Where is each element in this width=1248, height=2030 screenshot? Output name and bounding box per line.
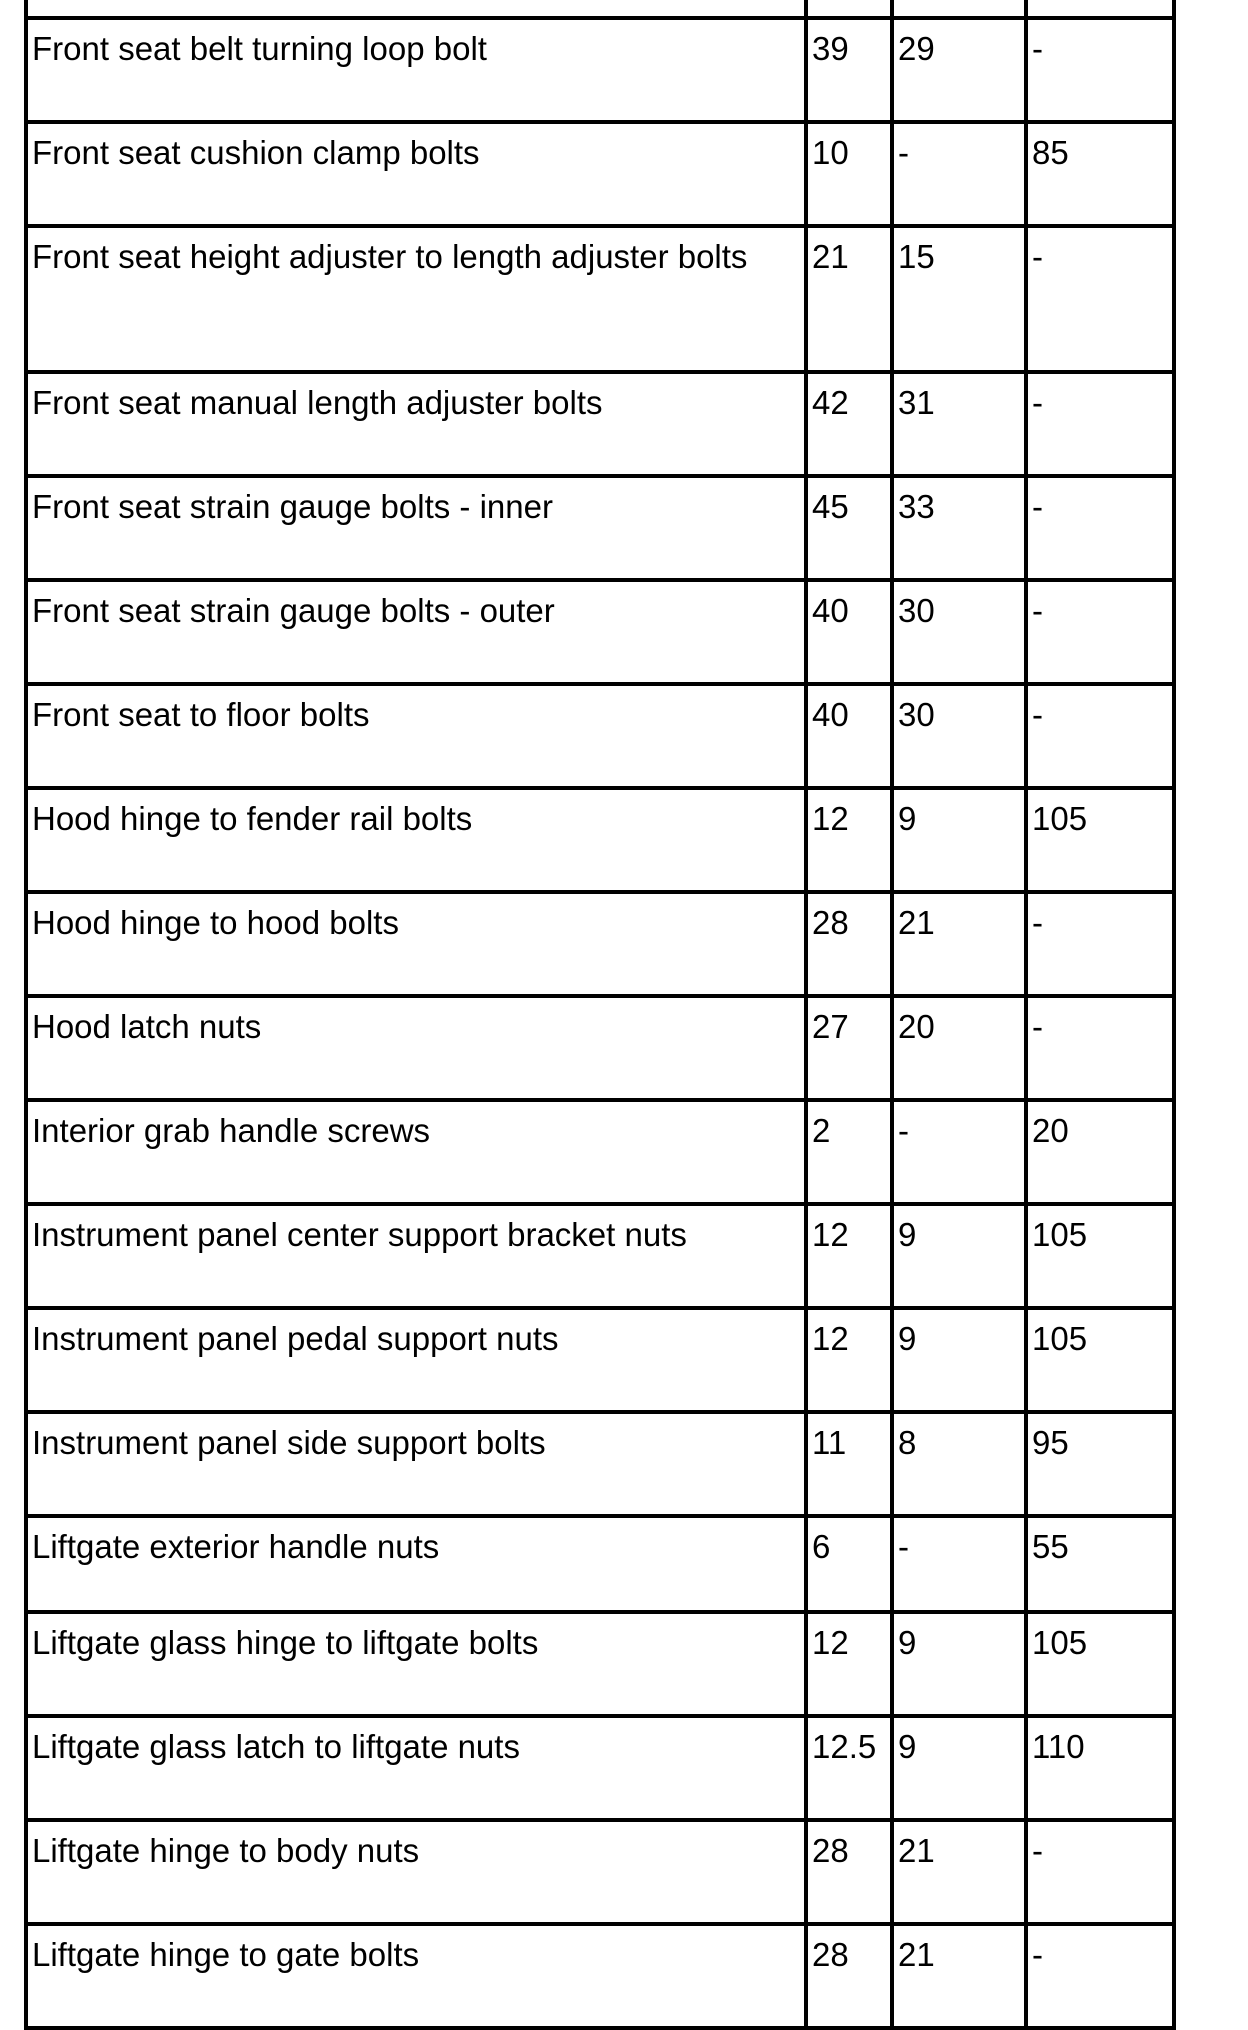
lb-ft-cell: - xyxy=(892,122,1026,226)
lb-in-cell: - xyxy=(1026,1820,1174,1924)
lb-ft-cell: 29 xyxy=(892,18,1026,122)
lb-ft-cell: 9 xyxy=(892,788,1026,892)
nm-cell: 12 xyxy=(806,788,892,892)
lb-in-cell xyxy=(1026,0,1174,18)
table-row xyxy=(26,0,1174,18)
description-cell: Instrument panel center support bracket nuts xyxy=(26,1204,806,1308)
nm-cell: 21 xyxy=(806,226,892,372)
lb-ft-cell: 30 xyxy=(892,684,1026,788)
lb-in-cell: 105 xyxy=(1026,1204,1174,1308)
nm-cell: 28 xyxy=(806,892,892,996)
nm-cell: 40 xyxy=(806,580,892,684)
nm-cell: 40 xyxy=(806,684,892,788)
description-cell: Front seat strain gauge bolts - outer xyxy=(26,580,806,684)
lb-ft-cell: 30 xyxy=(892,580,1026,684)
description-cell: Hood hinge to fender rail bolts xyxy=(26,788,806,892)
nm-cell: 28 xyxy=(806,1820,892,1924)
nm-cell: 2 xyxy=(806,1100,892,1204)
description-cell: Front seat belt turning loop bolt xyxy=(26,18,806,122)
description-cell: Liftgate glass latch to liftgate nuts xyxy=(26,1716,806,1820)
table-row xyxy=(26,476,1174,580)
nm-cell: 6 xyxy=(806,1516,892,1612)
lb-in-cell: - xyxy=(1026,580,1174,684)
lb-ft-cell: - xyxy=(892,1516,1026,1612)
description-cell: Front seat strain gauge bolts - inner xyxy=(26,476,806,580)
nm-cell: 42 xyxy=(806,372,892,476)
lb-in-cell: - xyxy=(1026,996,1174,1100)
lb-in-cell: 20 xyxy=(1026,1100,1174,1204)
table-row xyxy=(26,1412,1174,1516)
nm-cell: 12 xyxy=(806,1308,892,1412)
lb-in-cell: 110 xyxy=(1026,1716,1174,1820)
description-cell: Front seat to floor bolts xyxy=(26,684,806,788)
lb-in-cell: 55 xyxy=(1026,1516,1174,1612)
table-row xyxy=(26,18,1174,122)
table-row xyxy=(26,788,1174,892)
nm-cell: 10 xyxy=(806,122,892,226)
description-cell: Instrument panel pedal support nuts xyxy=(26,1308,806,1412)
lb-ft-cell: 20 xyxy=(892,996,1026,1100)
table-row xyxy=(26,372,1174,476)
table-row xyxy=(26,1924,1174,2028)
nm-cell: 45 xyxy=(806,476,892,580)
lb-ft-cell: 21 xyxy=(892,892,1026,996)
lb-in-cell: - xyxy=(1026,1924,1174,2028)
description-cell: Front seat manual length adjuster bolts xyxy=(26,372,806,476)
table-row xyxy=(26,1612,1174,1716)
description-cell: Hood hinge to hood bolts xyxy=(26,892,806,996)
description-cell xyxy=(26,0,806,18)
table-row xyxy=(26,1100,1174,1204)
table-row xyxy=(26,892,1174,996)
lb-in-cell: - xyxy=(1026,892,1174,996)
lb-ft-cell: - xyxy=(892,1100,1026,1204)
description-cell: Hood latch nuts xyxy=(26,996,806,1100)
table-row xyxy=(26,1308,1174,1412)
table-row xyxy=(26,1204,1174,1308)
lb-in-cell: - xyxy=(1026,372,1174,476)
lb-ft-cell xyxy=(892,0,1026,18)
description-cell: Liftgate exterior handle nuts xyxy=(26,1516,806,1612)
table-row xyxy=(26,122,1174,226)
lb-in-cell: - xyxy=(1026,226,1174,372)
torque-spec-table xyxy=(24,0,1176,2030)
description-cell: Front seat cushion clamp bolts xyxy=(26,122,806,226)
nm-cell: 12.5 xyxy=(806,1716,892,1820)
torque-spec-table-body xyxy=(26,0,1174,2028)
lb-in-cell: 95 xyxy=(1026,1412,1174,1516)
nm-cell: 12 xyxy=(806,1204,892,1308)
lb-in-cell: 85 xyxy=(1026,122,1174,226)
description-cell: Liftgate hinge to gate bolts xyxy=(26,1924,806,2028)
nm-cell xyxy=(806,0,892,18)
lb-ft-cell: 21 xyxy=(892,1820,1026,1924)
table-row xyxy=(26,580,1174,684)
lb-ft-cell: 9 xyxy=(892,1716,1026,1820)
table-row xyxy=(26,1716,1174,1820)
nm-cell: 12 xyxy=(806,1612,892,1716)
table-row xyxy=(26,684,1174,788)
nm-cell: 28 xyxy=(806,1924,892,2028)
lb-ft-cell: 9 xyxy=(892,1308,1026,1412)
lb-in-cell: - xyxy=(1026,684,1174,788)
lb-in-cell: 105 xyxy=(1026,1308,1174,1412)
lb-in-cell: - xyxy=(1026,18,1174,122)
description-cell: Liftgate hinge to body nuts xyxy=(26,1820,806,1924)
lb-ft-cell: 9 xyxy=(892,1612,1026,1716)
lb-in-cell: 105 xyxy=(1026,1612,1174,1716)
nm-cell: 39 xyxy=(806,18,892,122)
description-cell: Liftgate glass hinge to liftgate bolts xyxy=(26,1612,806,1716)
description-cell: Interior grab handle screws xyxy=(26,1100,806,1204)
lb-ft-cell: 8 xyxy=(892,1412,1026,1516)
lb-ft-cell: 15 xyxy=(892,226,1026,372)
description-cell: Front seat height adjuster to length adjuster bolts xyxy=(26,226,806,372)
lb-ft-cell: 31 xyxy=(892,372,1026,476)
lb-in-cell: - xyxy=(1026,476,1174,580)
lb-ft-cell: 21 xyxy=(892,1924,1026,2028)
table-row xyxy=(26,226,1174,372)
table-row xyxy=(26,1516,1174,1612)
lb-ft-cell: 33 xyxy=(892,476,1026,580)
description-cell: Instrument panel side support bolts xyxy=(26,1412,806,1516)
nm-cell: 11 xyxy=(806,1412,892,1516)
table-row xyxy=(26,1820,1174,1924)
nm-cell: 27 xyxy=(806,996,892,1100)
lb-in-cell: 105 xyxy=(1026,788,1174,892)
table-row xyxy=(26,996,1174,1100)
lb-ft-cell: 9 xyxy=(892,1204,1026,1308)
